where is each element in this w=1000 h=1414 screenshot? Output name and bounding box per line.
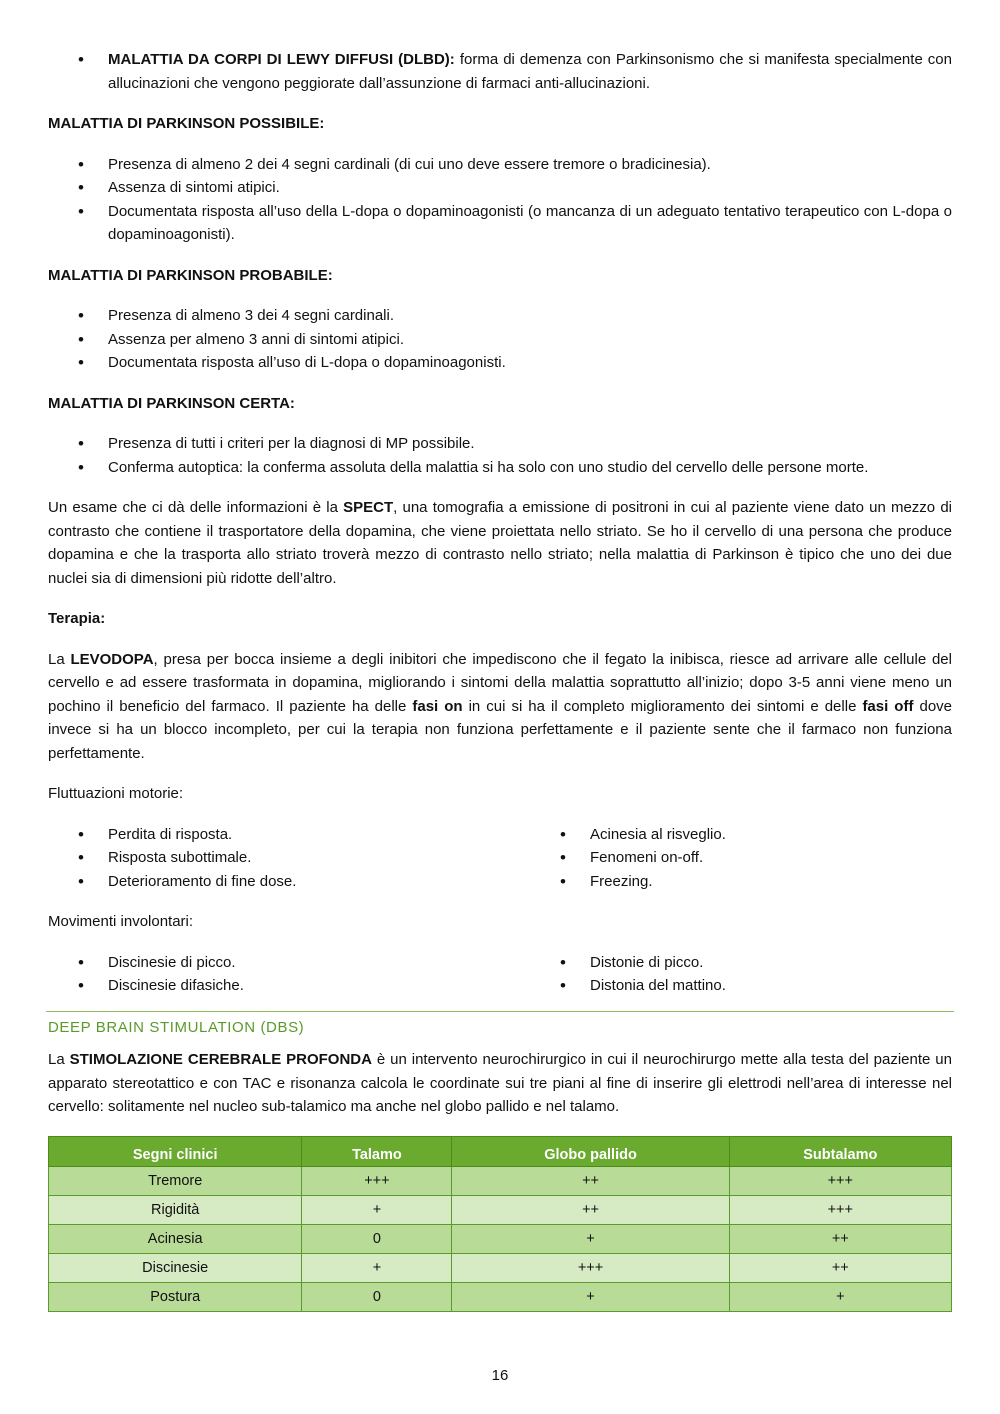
list-item: • Fenomeni on-off.: [530, 846, 952, 870]
table-cell: +: [302, 1195, 452, 1224]
dbs-paragraph: [48, 1048, 952, 1119]
terapia-paragraph: [48, 648, 952, 766]
list-item: • Presenza di tutti i criteri per la diagnosi di MP possibile.: [48, 432, 952, 456]
involontari-title: Movimenti involontari:: [48, 913, 194, 930]
list-item: • Freezing.: [530, 870, 952, 894]
fasi-off-term: fasi off: [862, 697, 914, 715]
spect-text-before: Un esame che ci dà delle informazioni è la: [48, 499, 344, 516]
section-title-terapia: Terapia:: [48, 610, 106, 627]
dbs-text: è un intervento neurochirurgico in cui il neurochirurgo mette alla testa del paziente un apparato stereotattico e con TAC e risonanza calcola le coordinate sui tre piani al fine di inserire gli elettrodi nell’area di interesse nel cervello: solitamente nel nucleo sub-talamico ma anche nel globo pallido e nel talamo.: [48, 1051, 952, 1115]
table-cell: +: [452, 1224, 729, 1253]
table-header-cell: Globo pallido: [452, 1136, 729, 1166]
fluttuazioni-title: Fluttuazioni motorie:: [48, 785, 184, 802]
table-cell: 0: [302, 1282, 452, 1311]
dlbd-text: forma di demenza con Parkinsonismo che si manifesta specialmente con allucinazioni che vengono peggiorate dall’assunzione di farmaci anti-allucinazioni.: [108, 51, 952, 92]
table-cell: +++: [729, 1166, 951, 1195]
table-header-row: [49, 1136, 952, 1166]
list-item: • Documentata risposta all’uso di L-dopa o dopaminoagonisti.: [48, 351, 952, 375]
dbs-text: La: [48, 1051, 70, 1068]
table-cell: Discinesie: [49, 1253, 302, 1282]
table-cell: Acinesia: [49, 1224, 302, 1253]
list-item: • Discinesie di picco.: [48, 951, 530, 975]
list-item: • Conferma autoptica: la conferma assoluta della malattia si ha solo con uno studio del cervello delle persone morte.: [48, 456, 952, 480]
table-cell: +: [302, 1253, 452, 1282]
table-cell: 0: [302, 1224, 452, 1253]
dlbd-list: [48, 48, 952, 95]
list-item: • Presenza di almeno 3 dei 4 segni cardinali.: [48, 304, 952, 328]
table-header-cell: Subtalamo: [729, 1136, 951, 1166]
table-cell: ++: [729, 1224, 951, 1253]
section-title-possibile: MALATTIA DI PARKINSON POSSIBILE:: [48, 115, 325, 132]
table-cell: ++: [452, 1166, 729, 1195]
involontari-list-right: [530, 951, 952, 998]
terapia-text: in cui si ha il completo miglioramento dei sintomi e delle: [462, 697, 863, 715]
involontari-columns: [48, 951, 952, 998]
table-cell: +++: [729, 1195, 951, 1224]
table-row: [49, 1282, 952, 1311]
list-item: [48, 48, 952, 95]
table-row: [49, 1224, 952, 1253]
levodopa-term: LEVODOPA: [70, 650, 154, 668]
list-item: • Assenza per almeno 3 anni di sintomi atipici.: [48, 328, 952, 352]
page-content: [48, 48, 952, 1312]
list-item: • Risposta subottimale.: [48, 846, 530, 870]
table-cell: +: [452, 1282, 729, 1311]
section-title-probabile: MALATTIA DI PARKINSON PROBABILE:: [48, 266, 333, 284]
terapia-text: La: [48, 650, 71, 668]
table-row: [49, 1253, 952, 1282]
list-item: • Acinesia al risveglio.: [530, 823, 952, 847]
list-item: • Discinesie difasiche.: [48, 974, 530, 998]
list-item: • Perdita di risposta.: [48, 823, 530, 847]
list-item: • Distonia del mattino.: [530, 974, 952, 998]
list-item: • Distonie di picco.: [530, 951, 952, 975]
certa-list: [48, 432, 952, 479]
fluttuazioni-list-left: [48, 823, 530, 894]
fluttuazioni-columns: [48, 823, 952, 894]
table-cell: ++: [729, 1253, 951, 1282]
table-header-cell: Segni clinici: [49, 1136, 302, 1166]
involontari-list-left: [48, 951, 530, 998]
fluttuazioni-list-right: [530, 823, 952, 894]
dlbd-term: MALATTIA DA CORPI DI LEWY DIFFUSI (DLBD):: [108, 51, 455, 68]
list-item: • Documentata risposta all’uso della L-dopa o dopaminoagonisti (o mancanza di un adeguato tentativo terapeutico con L-dopa o dopaminoagonisti).: [48, 200, 952, 247]
list-item: • Deterioramento di fine dose.: [48, 870, 530, 894]
section-title-certa: MALATTIA DI PARKINSON CERTA:: [48, 394, 295, 412]
table-cell: ++: [452, 1195, 729, 1224]
clinical-signs-table: [48, 1136, 952, 1312]
table-cell: +: [729, 1282, 951, 1311]
fasi-on-term: fasi on: [412, 697, 463, 715]
possibile-list: [48, 153, 952, 247]
table-cell: Postura: [49, 1282, 302, 1311]
terapia-text: dove invece si ha un blocco incompleto, per cui la terapia non funziona perfettamente e il paziente sente che il farmaco non funziona perfettamente.: [48, 697, 953, 762]
table-header-cell: Talamo: [302, 1136, 452, 1166]
dbs-heading: DEEP BRAIN STIMULATION (DBS): [48, 1018, 305, 1036]
section-divider: [46, 1011, 954, 1012]
spect-paragraph: [48, 496, 952, 590]
probabile-list: [48, 304, 952, 375]
table-cell: +++: [302, 1166, 452, 1195]
table-cell: Rigidità: [49, 1195, 302, 1224]
terapia-text: , presa per bocca insieme a degli inibitori che impediscono che il fegato la inibisca, riesce ad arrivare alle cellule del cervello e ad essere trasformata in dopamina, migliorando i sintomi della malattia soprattutto all’inizio; dopo 3-5 anni viene meno un pochino il beneficio del farmaco. Il paziente ha delle: [48, 650, 952, 715]
table-cell: Tremore: [49, 1166, 302, 1195]
list-item: • Assenza di sintomi atipici.: [48, 176, 952, 200]
spect-term: SPECT: [343, 499, 394, 516]
dbs-term: STIMOLAZIONE CEREBRALE PROFONDA: [69, 1051, 372, 1068]
table-cell: +++: [452, 1253, 729, 1282]
table-row: [49, 1195, 952, 1224]
spect-text-after: , una tomografia a emissione di positroni in cui al paziente viene dato un mezzo di contrasto che contiene il trasportatore della dopamina, che viene proiettata nello striato. Se ho il cervello di una persona che produce dopamina e che la trasporta allo striato troverà mezzo di contrasto nello striato; nella malattia di Parkinson è tipico che uno dei due nuclei sia di dimensioni più ridotte dell’altro.: [48, 499, 953, 587]
page-number: 16: [491, 1367, 509, 1384]
list-item: • Presenza di almeno 2 dei 4 segni cardinali (di cui uno deve essere tremore o bradicinesia).: [48, 153, 952, 177]
table-row: [49, 1166, 952, 1195]
